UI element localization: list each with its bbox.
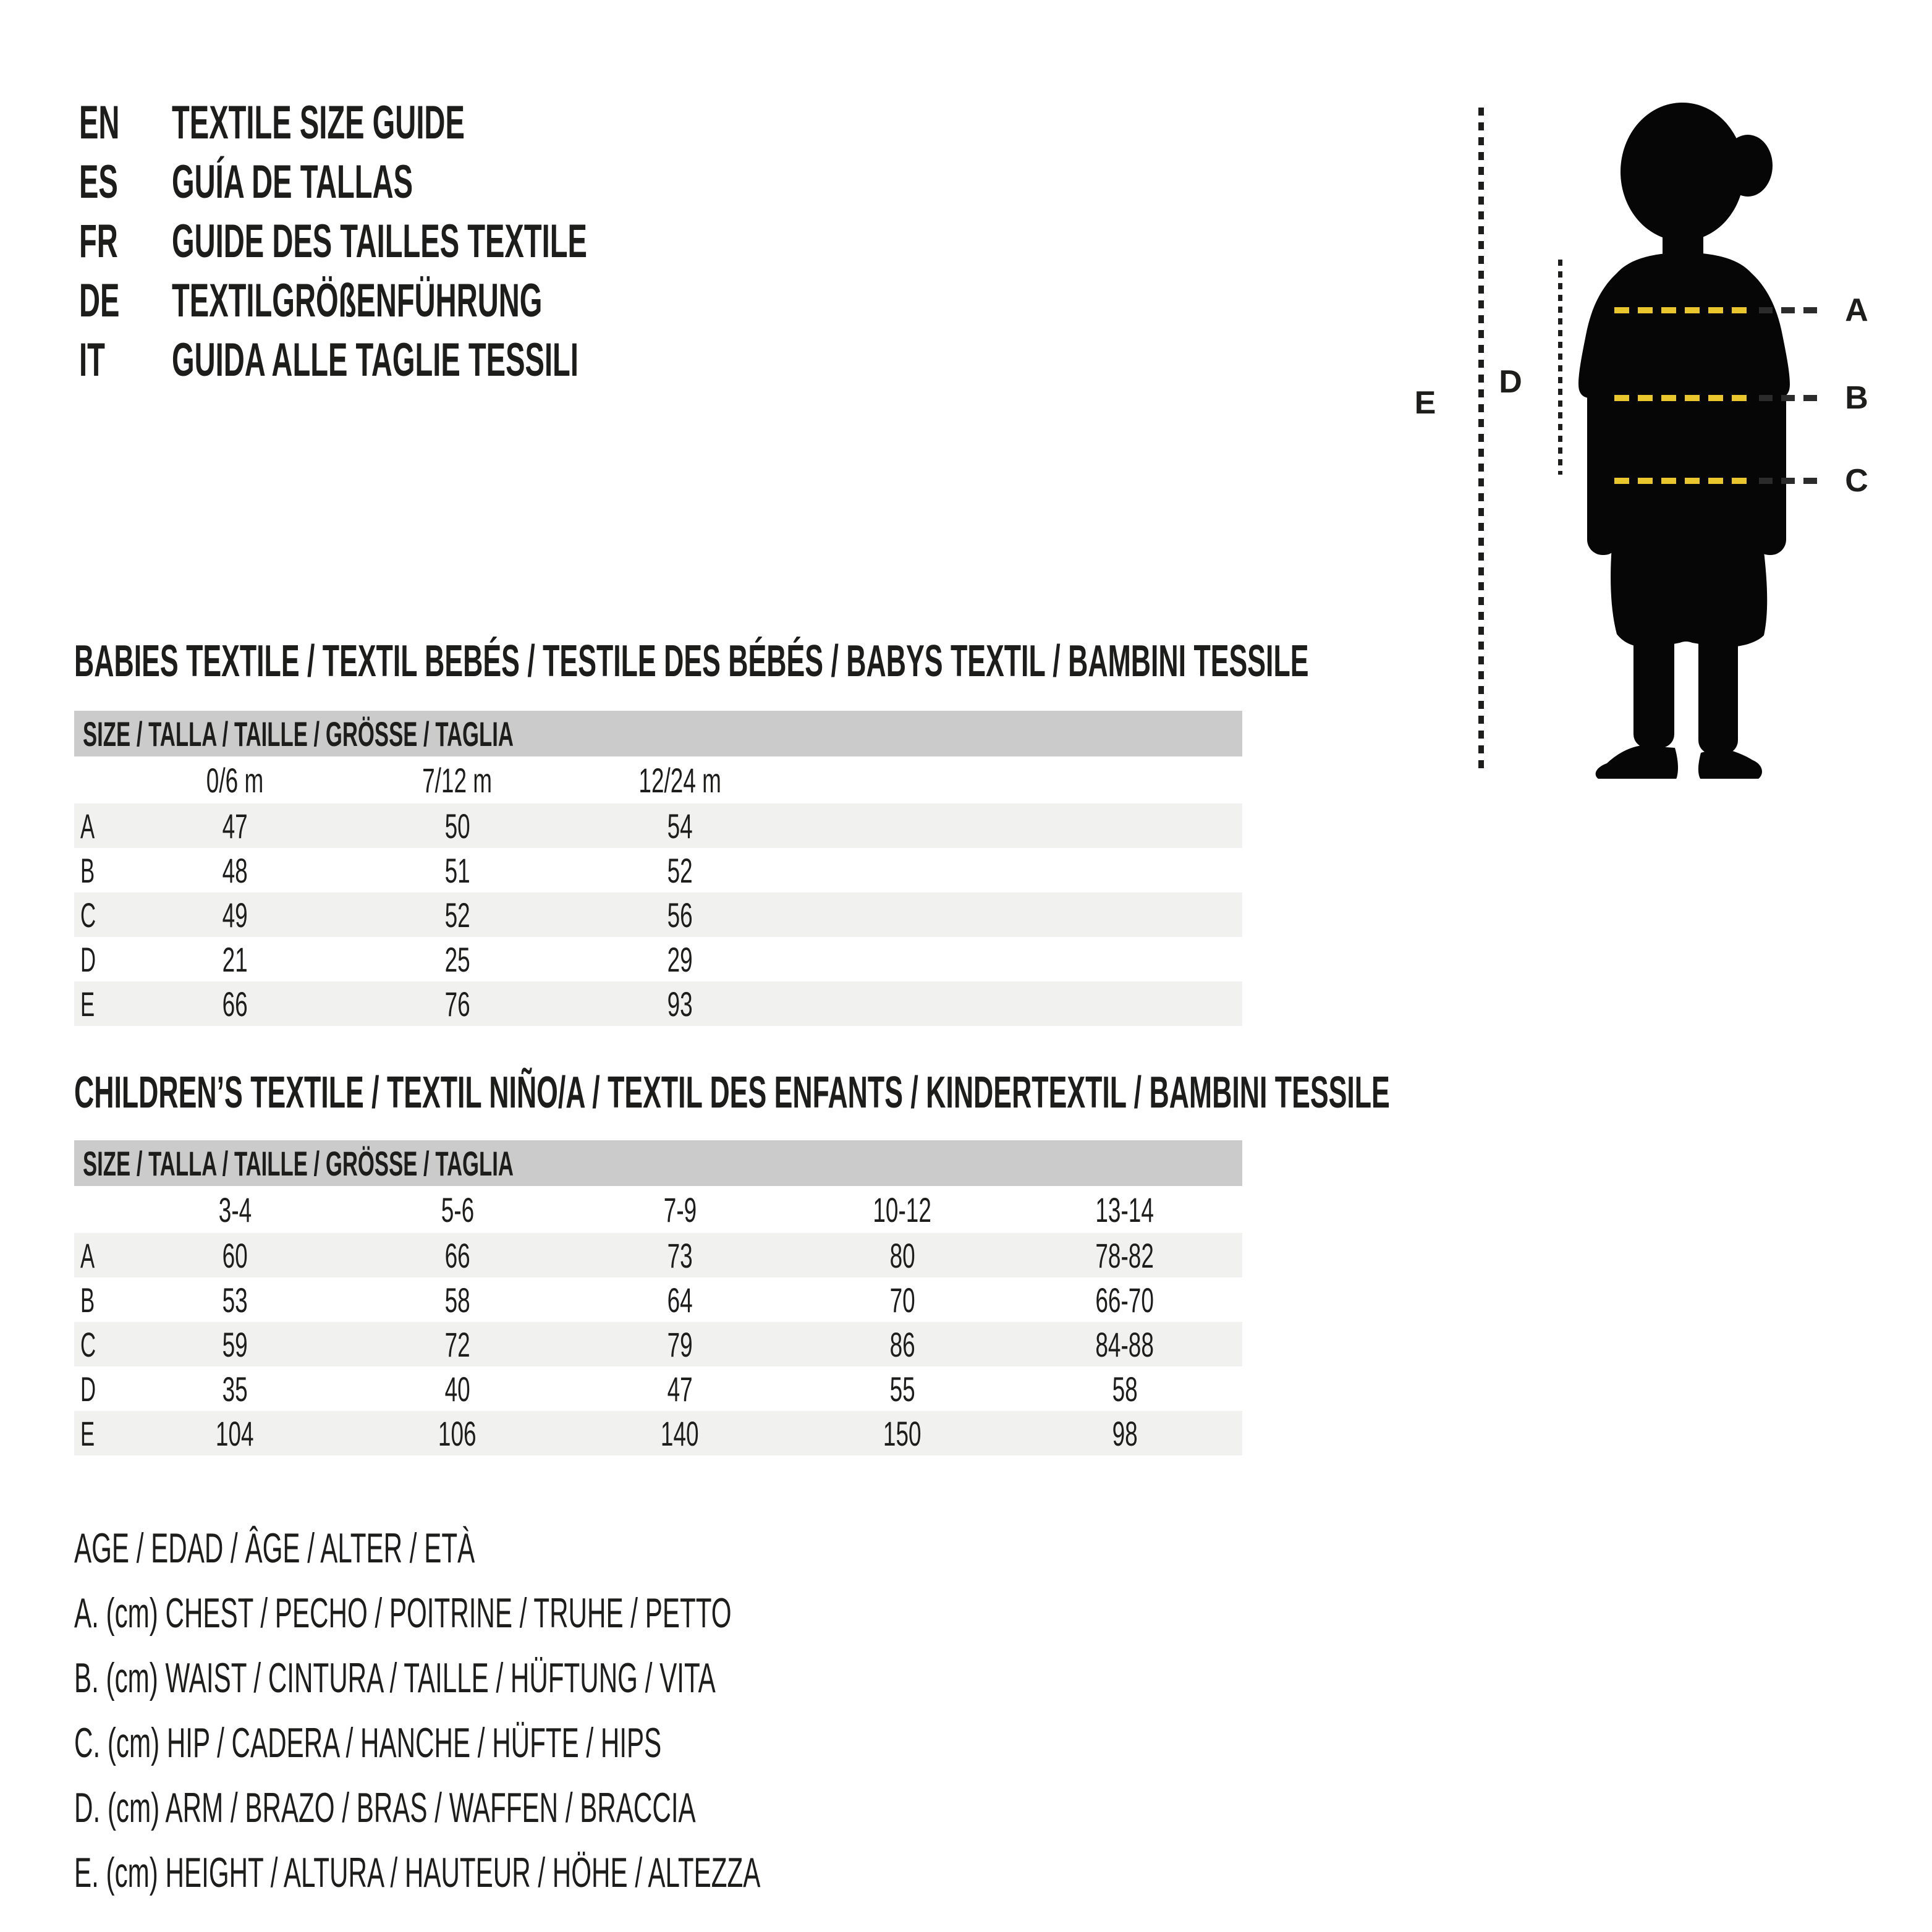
language-title-text: GUÍA DE TALLAS [172, 155, 413, 208]
column-header [346, 1190, 569, 1230]
table-cell-text: 70 [889, 1280, 915, 1320]
table-cell-text: 53 [222, 1280, 248, 1320]
table-cell-text: 58 [444, 1280, 470, 1320]
column-header-text: 7/12 m [422, 760, 493, 800]
hip-dash-yellow [1614, 478, 1753, 484]
table-cell [1014, 1324, 1236, 1365]
measurement-legend [74, 1515, 1181, 1905]
row-label-text: A [80, 1235, 95, 1275]
column-header-text: 0/6 m [206, 760, 264, 800]
table-cell [1014, 1369, 1236, 1409]
table-cell [569, 939, 791, 980]
babies-section-heading: BABIES TEXTILE / TEXTIL BEBÉS / TESTILE DES BÉBÉS / BABYS TEXTIL / BAMBINI TESSILE [74, 637, 1309, 686]
table-cell [791, 1369, 1014, 1409]
chest-measure-label: A [1845, 292, 1868, 328]
legend-text-text: E. (cm) HEIGHT / ALTURA / HAUTEUR / HÖHE / ALTEZZA [74, 1849, 761, 1896]
language-code [79, 333, 172, 387]
waist-dash-dark [1759, 395, 1826, 401]
column-header [124, 1190, 346, 1230]
table-cell-text: 60 [222, 1235, 248, 1275]
table-cell-text: 47 [222, 806, 248, 845]
table-row [74, 803, 1242, 848]
language-row [79, 93, 842, 152]
row-label [74, 939, 124, 980]
row-label [74, 895, 124, 935]
table-cell [1014, 1235, 1236, 1276]
table-column-header-row [74, 1186, 1242, 1233]
table-cell [124, 939, 346, 980]
language-title [172, 333, 842, 387]
table-cell-text: 25 [444, 939, 470, 979]
hip-measure-label: C [1845, 463, 1868, 499]
table-cell-text: 52 [444, 895, 470, 934]
language-row [79, 330, 842, 389]
table-cell [124, 1235, 346, 1276]
legend-text [74, 1784, 1077, 1832]
row-label-text: E [80, 984, 95, 1023]
table-cell [569, 1324, 791, 1365]
row-label-text: B [80, 1280, 95, 1320]
table-cell-text: 50 [444, 806, 470, 845]
language-row [79, 271, 842, 330]
waist-measure-line [1614, 375, 1899, 421]
table-cell [1014, 1280, 1236, 1320]
legend-text [74, 1719, 1022, 1767]
table-cell-text: 93 [667, 984, 693, 1023]
table-cell [346, 939, 569, 980]
language-code-text: IT [79, 333, 105, 386]
table-row [74, 1277, 1242, 1322]
language-code-text: EN [79, 96, 120, 149]
language-title-text: TEXTILE SIZE GUIDE [172, 96, 465, 149]
babies-table-rows [74, 756, 1242, 1026]
table-column-header-row [74, 756, 1242, 803]
table-row [74, 848, 1242, 892]
language-code [79, 155, 172, 209]
legend-text-text: C. (cm) HIP / CADERA / HANCHE / HÜFTE / HIPS [74, 1719, 662, 1766]
legend-text-text: AGE / EDAD / ÂGE / ALTER / ETÀ [74, 1524, 475, 1572]
row-label-text: D [80, 1369, 96, 1409]
table-cell-text: 78-82 [1095, 1235, 1155, 1275]
table-cell [346, 1235, 569, 1276]
table-cell [1014, 1413, 1236, 1454]
language-title-text: GUIDA ALLE TAGLIE TESSILI [172, 333, 578, 386]
row-label-spacer [74, 1190, 124, 1230]
table-cell-text: 21 [222, 939, 248, 979]
table-cell-text: 98 [1112, 1413, 1138, 1453]
babies-size-table [74, 711, 1242, 1026]
language-title-text: TEXTILGRÖßENFÜHRUNG [172, 274, 543, 327]
table-cell [346, 1280, 569, 1320]
row-label [74, 806, 124, 846]
table-cell [346, 895, 569, 935]
row-label [74, 1280, 124, 1320]
row-label [74, 1235, 124, 1276]
table-cell [346, 1324, 569, 1365]
language-row [79, 211, 842, 271]
table-cell-text: 35 [222, 1369, 248, 1409]
column-header-text: 7-9 [663, 1190, 697, 1229]
language-title-text: GUIDE DES TAILLES TEXTILE [172, 214, 587, 268]
table-cell [124, 1413, 346, 1454]
chest-measure-line [1614, 287, 1899, 333]
language-list [79, 93, 842, 389]
table-cell [346, 1413, 569, 1454]
table-cell-text: 79 [667, 1324, 693, 1364]
table-cell-text: 66-70 [1095, 1280, 1155, 1320]
legend-text-text: A. (cm) CHEST / PECHO / POITRINE / TRUHE / PETTO [74, 1589, 732, 1637]
table-cell [569, 850, 791, 891]
table-cell [124, 1369, 346, 1409]
legend-line [74, 1645, 1181, 1710]
column-header [569, 760, 791, 800]
table-cell [124, 1280, 346, 1320]
legend-text-text: B. (cm) WAIST / CINTURA / TAILLE / HÜFTUNG / VITA [74, 1654, 716, 1701]
table-cell [569, 1280, 791, 1320]
row-label-text: C [80, 895, 96, 934]
table-cell-text: 80 [889, 1235, 915, 1275]
waist-measure-label: B [1845, 380, 1868, 416]
children-section-heading: CHILDREN’S TEXTILE / TEXTIL NIÑO/A / TEXTIL DES ENFANTS / KINDERTEXTIL / BAMBINI TESSILE [74, 1068, 1390, 1117]
chest-dash-yellow [1614, 307, 1753, 313]
row-label-text: E [80, 1413, 95, 1453]
column-header-text: 13-14 [1095, 1190, 1155, 1229]
row-label-spacer [74, 760, 124, 800]
column-header [569, 1190, 791, 1230]
children-size-header-label: SIZE / TALLA / TAILLE / GRÖSSE / TAGLIA [83, 1143, 514, 1183]
table-cell [346, 806, 569, 846]
column-header-text: 5-6 [441, 1190, 474, 1229]
row-label-text: A [80, 806, 95, 845]
row-label [74, 1369, 124, 1409]
table-cell [569, 984, 791, 1024]
table-cell-text: 66 [444, 1235, 470, 1275]
table-row [74, 981, 1242, 1026]
table-cell-text: 84-88 [1095, 1324, 1155, 1364]
table-cell-text: 54 [667, 806, 693, 845]
table-cell-text: 51 [444, 850, 470, 890]
row-label-text: C [80, 1324, 96, 1364]
column-header [346, 760, 569, 800]
language-code [79, 274, 172, 328]
language-title [172, 274, 842, 328]
babies-size-header-label: SIZE / TALLA / TAILLE / GRÖSSE / TAGLIA [83, 714, 514, 753]
table-cell [124, 1324, 346, 1365]
language-title [172, 214, 842, 268]
row-label-text: D [80, 939, 96, 979]
column-header [124, 760, 346, 800]
babies-size-header-bar [74, 711, 1242, 756]
table-cell [791, 1235, 1014, 1276]
column-header-text: 10-12 [873, 1190, 932, 1229]
row-label [74, 984, 124, 1024]
table-row [74, 937, 1242, 981]
table-cell-text: 59 [222, 1324, 248, 1364]
language-code-text: ES [79, 155, 118, 208]
table-cell-text: 64 [667, 1280, 693, 1320]
language-title [172, 96, 842, 150]
legend-line [74, 1580, 1181, 1645]
column-header [791, 1190, 1014, 1230]
children-size-header-bar [74, 1140, 1242, 1186]
table-cell-text: 40 [444, 1369, 470, 1409]
table-cell [569, 1369, 791, 1409]
legend-line [74, 1840, 1181, 1905]
legend-text [74, 1524, 720, 1572]
column-header-text: 12/24 m [638, 760, 721, 800]
children-size-table [74, 1140, 1242, 1455]
row-label [74, 1413, 124, 1454]
legend-line [74, 1515, 1181, 1580]
table-cell-text: 66 [222, 984, 248, 1023]
table-cell [346, 850, 569, 891]
table-cell-text: 52 [667, 850, 693, 890]
table-cell-text: 73 [667, 1235, 693, 1275]
waist-dash-yellow [1614, 395, 1753, 401]
language-code-text: DE [79, 274, 120, 327]
table-cell-text: 76 [444, 984, 470, 1023]
legend-line [74, 1775, 1181, 1840]
table-row [74, 1322, 1242, 1366]
language-code [79, 214, 172, 268]
table-cell-text: 86 [889, 1324, 915, 1364]
children-table-rows [74, 1186, 1242, 1455]
table-cell [124, 895, 346, 935]
table-cell [124, 806, 346, 846]
column-header-text: 3-4 [218, 1190, 252, 1229]
table-cell [791, 1324, 1014, 1365]
language-title [172, 155, 842, 209]
table-cell [124, 984, 346, 1024]
language-code [79, 96, 172, 150]
table-cell [569, 1413, 791, 1454]
table-cell [346, 984, 569, 1024]
legend-text-text: D. (cm) ARM / BRAZO / BRAS / WAFFEN / BRACCIA [74, 1784, 696, 1831]
table-cell-text: 72 [444, 1324, 470, 1364]
table-row [74, 1411, 1242, 1455]
table-row [74, 1233, 1242, 1277]
chest-dash-dark [1759, 307, 1826, 313]
table-cell-text: 140 [661, 1413, 699, 1453]
table-cell-text: 48 [222, 850, 248, 890]
table-cell [791, 1413, 1014, 1454]
table-cell [791, 1280, 1014, 1320]
table-cell-text: 58 [1112, 1369, 1138, 1409]
table-cell-text: 49 [222, 895, 248, 934]
arm-measure-dotted-line [1558, 260, 1562, 475]
hip-dash-dark [1759, 478, 1826, 484]
table-cell-text: 150 [883, 1413, 922, 1453]
table-row [74, 892, 1242, 937]
table-cell [569, 806, 791, 846]
table-cell-text: 55 [889, 1369, 915, 1409]
table-cell [346, 1369, 569, 1409]
language-code-text: FR [79, 214, 118, 268]
table-cell-text: 47 [667, 1369, 693, 1409]
row-label [74, 850, 124, 891]
height-measure-label: E [1414, 385, 1436, 421]
legend-text [74, 1589, 1134, 1637]
table-cell-text: 106 [438, 1413, 477, 1453]
table-row [74, 1366, 1242, 1411]
row-label [74, 1324, 124, 1365]
language-row [79, 152, 842, 211]
table-cell [569, 1235, 791, 1276]
legend-text [74, 1654, 1109, 1702]
legend-line [74, 1710, 1181, 1775]
table-cell-text: 29 [667, 939, 693, 979]
table-cell [124, 850, 346, 891]
arm-measure-label: D [1499, 364, 1522, 400]
table-cell [569, 895, 791, 935]
table-cell-text: 56 [667, 895, 693, 934]
row-label-text: B [80, 850, 95, 890]
column-header [1014, 1190, 1236, 1230]
table-cell-text: 104 [216, 1413, 254, 1453]
legend-text [74, 1849, 1181, 1897]
hip-measure-line [1614, 458, 1899, 504]
